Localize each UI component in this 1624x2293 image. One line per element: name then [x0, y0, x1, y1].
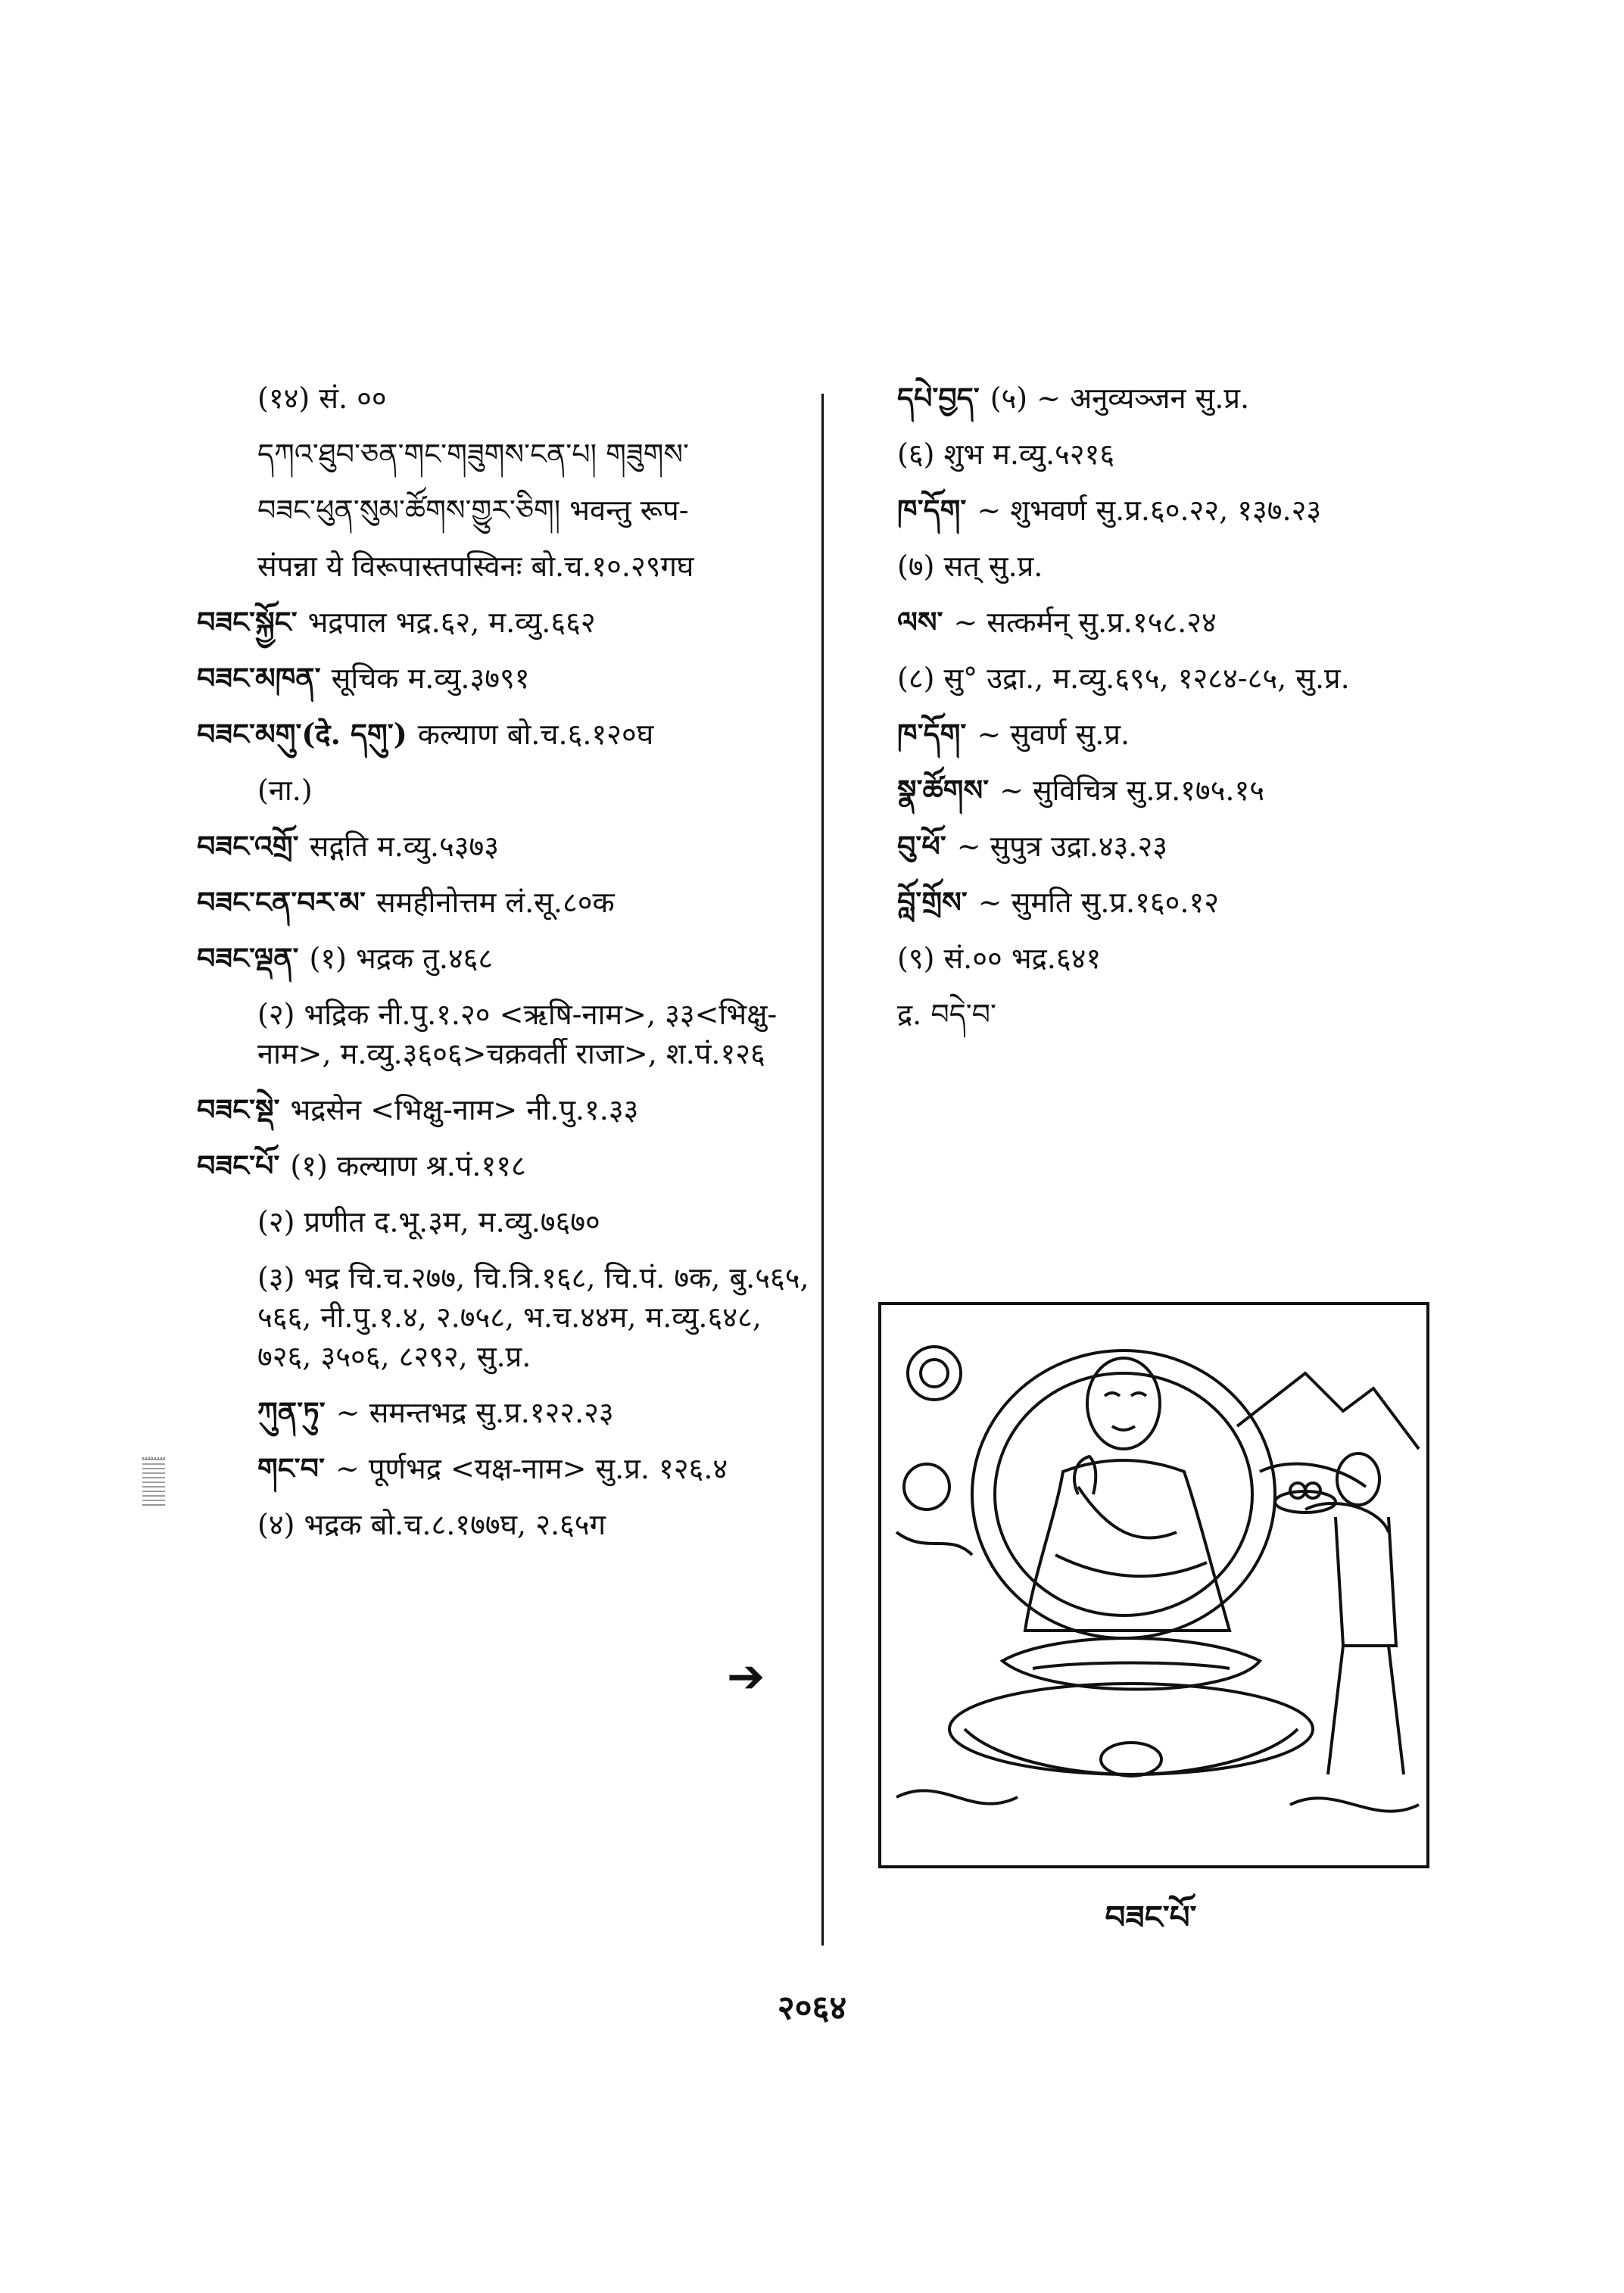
tibetan-headword: བཟང་མགུ་(दे. དགུ་) [197, 717, 407, 751]
tibetan-headword: བུ་ཕོ་ [897, 829, 946, 863]
right-entry-3 [897, 547, 1473, 586]
left-entry-6 [197, 715, 818, 754]
entry-text: (१) कल्याण श्र.पं.११८ [290, 1149, 526, 1182]
tibetan-headword: བློ་གྲོས་ [897, 885, 968, 919]
right-entry-11 [897, 995, 1473, 1034]
entry-text: (४) भद्रक बो.च.८.१७७घ, २.६५ग [257, 1508, 606, 1541]
right-entry-6 [897, 715, 1473, 754]
tibetan-headword: ལས་ [897, 605, 943, 639]
illustration-drawing [881, 1305, 1426, 1865]
entry-text: ~ शुभवर्ण सु.प्र.६०.२२, १३७.२३ [977, 494, 1322, 527]
tibetan-headword: བཟང་མཁན་ [197, 661, 321, 695]
left-entry-14 [197, 1202, 818, 1242]
entry-text: ~ सुमति सु.प्र.१६०.१२ [977, 886, 1219, 919]
entry-text: भद्रसेन <भिक्षु-नाम> नी.पु.१.३३ [290, 1093, 639, 1126]
page-number: २०६४ [777, 1989, 847, 2027]
left-entry-7 [197, 771, 818, 810]
left-entry-16 [197, 1393, 818, 1432]
right-entry-7 [897, 771, 1473, 810]
tibetan-headword: བཟང་ལྡན་ [197, 941, 299, 975]
entry-text: सूचिक म.व्यु.३७९१ [331, 662, 530, 695]
entry-text: ~ सत्कर्मन् सु.प्र.१५८.२४ [953, 606, 1217, 639]
illustration-caption: བཟང་པོ་ [1105, 1899, 1197, 1936]
left-column [197, 379, 818, 1561]
tibetan-headword: བཟང་པོ་ [197, 1148, 280, 1182]
left-entry-0 [197, 379, 818, 418]
entry-text: (६) शुभ म.व्यु.५२१६ [897, 438, 1115, 471]
left-entry-8 [197, 827, 818, 866]
entry-text: དཀའ་ཐུབ་ཅན་གང་གཟུགས་ངན་པ། གཟུགས་ [257, 438, 690, 471]
tibetan-headword: བཟང་ངན་བར་མ་ [197, 885, 366, 919]
tibetan-headword: བཟང་སྐྱོང་ [197, 605, 298, 639]
left-entry-11 [197, 995, 818, 1073]
entry-text: བཟང་ཕུན་སུམ་ཚོགས་གྱུར་ཅིག། भवन्तु रूप- [257, 494, 689, 527]
entry-text: ~ सुपुत्र उद्रा.४३.२३ [956, 830, 1167, 863]
binding-marks [142, 1457, 165, 1506]
left-entry-13 [197, 1146, 818, 1185]
entry-text: द्र. བདེ་བ་ [897, 998, 997, 1031]
left-entry-17 [197, 1449, 818, 1488]
tibetan-headword: སྣ་ཚོགས་ [897, 773, 990, 807]
entry-text: (३) भद्र चि.च.२७७, चि.त्रि.१६८, चि.पं. ७क, बु.५६५, ५६६, नी.पु.१.४, २.७५८, भ.च.४४म, म.व्यु.६४८, ७२६, ३५०६, ८२९२, सु.प्र. [257, 1261, 809, 1373]
left-entry-15 [197, 1258, 818, 1376]
entry-text: (१४) सं. ०० [257, 382, 387, 415]
entry-text: ~ सुविचित्र सु.प्र.१७५.१५ [999, 774, 1265, 807]
left-entry-3 [197, 547, 818, 586]
right-entry-8 [897, 827, 1473, 866]
right-entry-5 [897, 659, 1473, 698]
right-entry-9 [897, 883, 1473, 922]
entry-text: (५) ~ अनुव्यञ्जन सु.प्र. [990, 382, 1250, 415]
left-entry-10 [197, 939, 818, 978]
entry-text: (२) भद्रिक नी.पु.१.२० <ऋषि-नाम>, ३३<भिक्षु-नाम>, म.व्यु.३६०६>चक्रवर्ती राजा>, श.पं.१२६ [257, 998, 778, 1070]
entry-text: (२) प्रणीत द.भू.३म, म.व्यु.७६७० [257, 1205, 600, 1238]
monk-figure-illustration [878, 1302, 1429, 1868]
tibetan-headword: བཟང་སྡེ་ [197, 1092, 280, 1126]
entry-text: सद्गति म.व्यु.५३७३ [309, 830, 500, 863]
right-column [897, 379, 1473, 1051]
left-entry-9 [197, 883, 818, 922]
entry-text: ~ सुवर्ण सु.प्र. [977, 718, 1130, 751]
entry-text: संपन्ना ये विरूपास्तपस्विनः बो.च.१०.२९गघ [257, 550, 694, 583]
right-entry-0 [897, 379, 1473, 418]
tibetan-headword: ཀུན་ཏུ་ [257, 1395, 326, 1429]
left-entry-4 [197, 603, 818, 642]
left-entry-2 [197, 491, 818, 530]
entry-text: (१) भद्रक तु.४६८ [309, 942, 494, 975]
right-entry-1 [897, 435, 1473, 474]
right-entry-4 [897, 603, 1473, 642]
tibetan-headword: གང་བ་ [257, 1451, 325, 1485]
column-divider [821, 394, 824, 1946]
left-entry-5 [197, 659, 818, 698]
entry-text: (ना.) [257, 774, 313, 807]
left-entry-18 [197, 1505, 818, 1544]
tibetan-headword: བཟང་འགྲོ་ [197, 829, 299, 863]
right-arrow-icon: ➔ [727, 1650, 765, 1703]
entry-text: ~ समन्तभद्र सु.प्र.१२२.२३ [335, 1396, 614, 1429]
left-entry-12 [197, 1090, 818, 1129]
entry-text: समहीनोत्तम लं.सू.८०क [376, 886, 615, 919]
entry-text: ~ पूर्णभद्र <यक्ष-नाम> सु.प्र. १२६.४ [335, 1452, 728, 1485]
right-entry-2 [897, 491, 1473, 530]
tibetan-headword: ཁ་དོག་ [897, 493, 967, 527]
entry-text: (९) सं.०० भद्र.६४१ [897, 942, 1102, 975]
right-entry-10 [897, 939, 1473, 978]
entry-text: (७) सत् सु.प्र. [897, 550, 1043, 583]
tibetan-headword: དཔེ་བྱད་ [897, 381, 980, 415]
left-entry-1 [197, 435, 818, 474]
entry-text: भद्रपाल भद्र.६२, म.व्यु.६६२ [307, 606, 596, 639]
tibetan-headword: ཁ་དོག་ [897, 717, 967, 751]
entry-text: कल्याण बो.च.६.१२०घ [417, 718, 654, 751]
entry-text: (८) सु° उद्रा., म.व्यु.६९५, १२८४-८५, सु.प्र. [897, 662, 1350, 695]
